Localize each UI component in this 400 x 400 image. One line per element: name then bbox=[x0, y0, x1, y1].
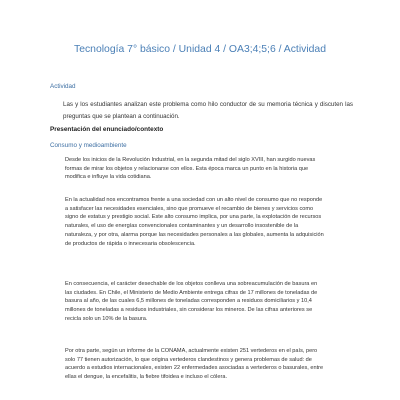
body-paragraph: Por otra parte, según un informe de la CONAMA, actualmente existen 251 vertederos en el país, pero solo 77 tienen autorización, lo que origina vertederos clandestinos y genera problemas de salud: de acuerdo a estudios internacionales, existen 22 enfermedades asociadas a vertederos o basurales, entre ellas el dengue, la encefalitis, la fiebre tifoidea e incluso el cólera. bbox=[65, 348, 324, 381]
activity-label: Actividad bbox=[50, 83, 76, 90]
body-paragraph: En consecuencia, el carácter desechable de los objetos conlleva una sobreacumulación de basura en las ciudades. En Chile, el Ministerio de Medio Ambiente entrega cifras de 17 millones de toneladas de basura al año, de las cuales 6,5 millones de toneladas corresponden a residuos domiciliarios y 10,4 millones de toneladas a residuos industriales, sin considerar los mineros. De las cifras anteriores se recicla solo un 10% de la basura. bbox=[65, 281, 318, 322]
intro-paragraph: Las y los estudiantes analizan este problema como hilo conductor de su memoria técnica y discuten las preguntas que se plantean a continuación. bbox=[63, 101, 353, 120]
body-paragraph: En la actualidad nos encontramos frente a una sociedad con un alto nivel de consumo que no responde a satisfacer las necesidades esenciales, sino que promueve el recambio de bienes y servicios como signo de estatus y prestigio social. Este alto consumo implica, por una parte, la explotación de recursos naturales, el uso de energías convencionales contaminantes y un desarrollo insostenible de la naturaleza, y por otra, alarma porque las necesidades personales a las globales, aumenta la adquisición de productos de rápida o innecesaria obsolescencia. bbox=[65, 197, 324, 247]
body-paragraph: Desde los inicios de la Revolución Industrial, en la segunda mitad del siglo XVIII, han surgido nuevas formas de mirar los objetos y relacionarse con ellos. Esta época marca un punto en la historia que modifica e influye la vida cotidiana. bbox=[65, 157, 316, 181]
statement-heading: Presentación del enunciado/contexto bbox=[50, 126, 164, 133]
subsection-label: Consumo y medioambiente bbox=[50, 142, 127, 149]
page-title: Tecnología 7° básico / Unidad 4 / OA3;4;5;6 / Actividad bbox=[74, 44, 326, 55]
